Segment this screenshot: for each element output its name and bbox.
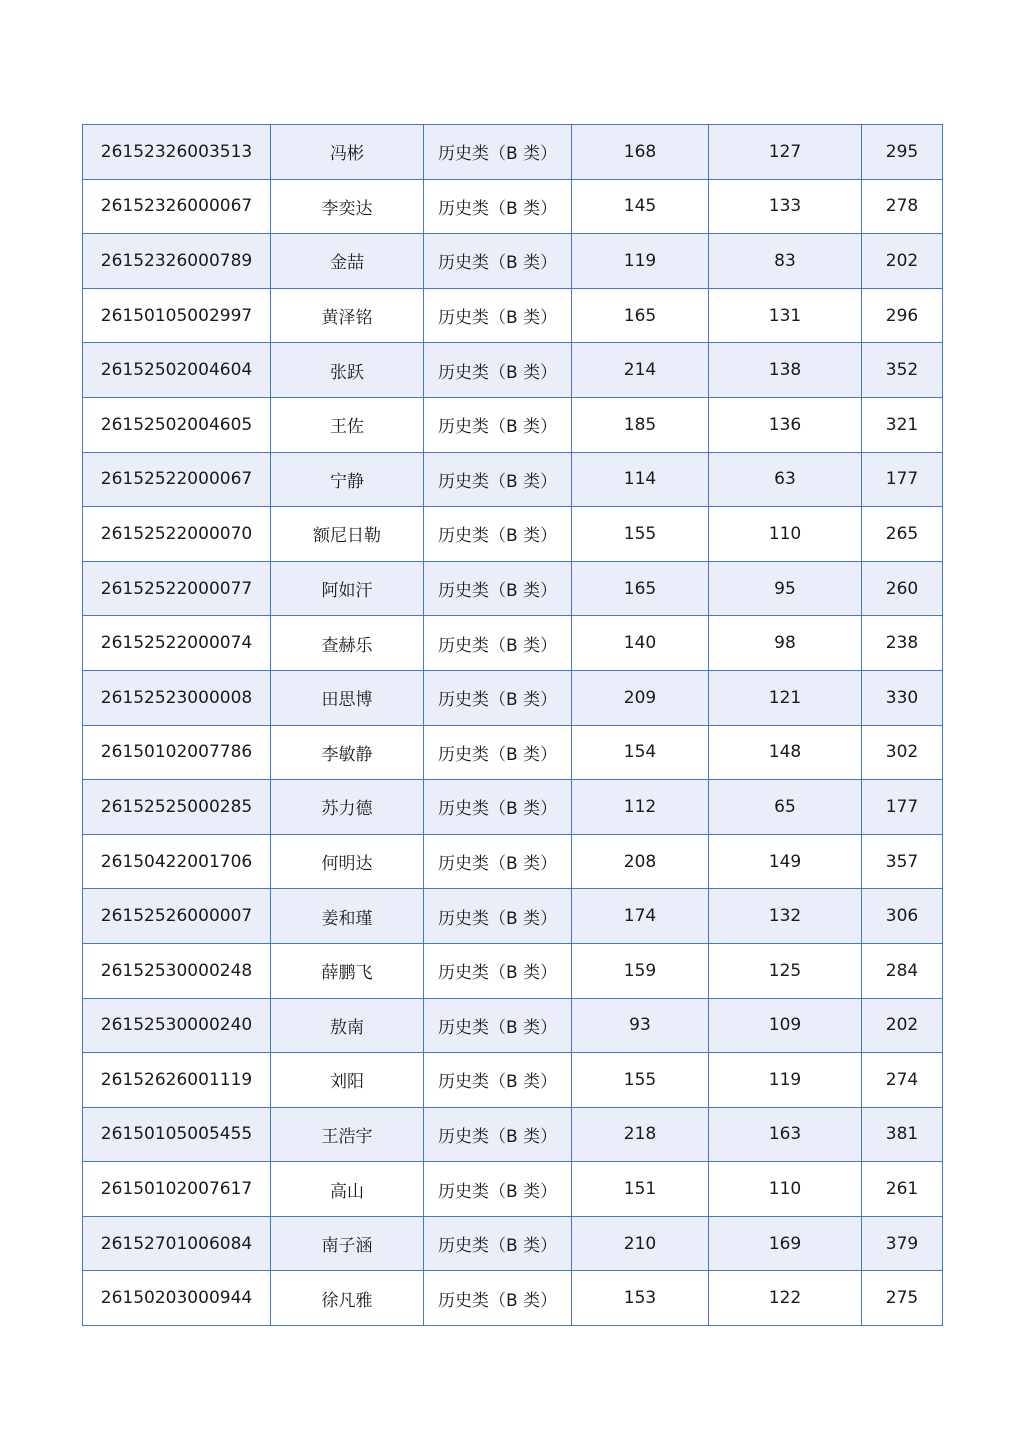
exam-number-cell: 26150105002997 bbox=[83, 288, 271, 343]
score-1-cell: 174 bbox=[572, 889, 709, 944]
total-score-cell: 321 bbox=[862, 397, 943, 452]
category-cell: 历史类（B 类） bbox=[424, 670, 572, 725]
category-cell: 历史类（B 类） bbox=[424, 343, 572, 398]
student-name-cell: 徐凡雅 bbox=[271, 1271, 424, 1326]
student-name-cell: 查赫乐 bbox=[271, 616, 424, 671]
score-2-cell: 125 bbox=[709, 943, 862, 998]
student-name-cell: 张跃 bbox=[271, 343, 424, 398]
category-cell: 历史类（B 类） bbox=[424, 234, 572, 289]
category-cell: 历史类（B 类） bbox=[424, 507, 572, 562]
table-row bbox=[83, 343, 943, 398]
table-row bbox=[83, 1053, 943, 1108]
total-score-cell: 302 bbox=[862, 725, 943, 780]
score-2-cell: 98 bbox=[709, 616, 862, 671]
table-row bbox=[83, 889, 943, 944]
score-2-cell: 119 bbox=[709, 1053, 862, 1108]
table-row bbox=[83, 616, 943, 671]
category-cell: 历史类（B 类） bbox=[424, 1107, 572, 1162]
category-cell: 历史类（B 类） bbox=[424, 1162, 572, 1217]
score-2-cell: 131 bbox=[709, 288, 862, 343]
student-name-cell: 金喆 bbox=[271, 234, 424, 289]
score-table bbox=[82, 124, 943, 1326]
category-cell: 历史类（B 类） bbox=[424, 452, 572, 507]
exam-number-cell: 26152525000285 bbox=[83, 780, 271, 835]
table-row bbox=[83, 507, 943, 562]
student-name-cell: 南子涵 bbox=[271, 1216, 424, 1271]
exam-number-cell: 26152522000067 bbox=[83, 452, 271, 507]
total-score-cell: 261 bbox=[862, 1162, 943, 1217]
student-name-cell: 额尼日勒 bbox=[271, 507, 424, 562]
table-row bbox=[83, 288, 943, 343]
student-name-cell: 李奕达 bbox=[271, 179, 424, 234]
score-1-cell: 155 bbox=[572, 507, 709, 562]
student-name-cell: 黄泽铭 bbox=[271, 288, 424, 343]
category-cell: 历史类（B 类） bbox=[424, 616, 572, 671]
student-name-cell: 田思博 bbox=[271, 670, 424, 725]
student-name-cell: 阿如汗 bbox=[271, 561, 424, 616]
student-name-cell: 敖南 bbox=[271, 998, 424, 1053]
score-2-cell: 133 bbox=[709, 179, 862, 234]
category-cell: 历史类（B 类） bbox=[424, 288, 572, 343]
score-2-cell: 109 bbox=[709, 998, 862, 1053]
category-cell: 历史类（B 类） bbox=[424, 1271, 572, 1326]
table-row bbox=[83, 234, 943, 289]
score-2-cell: 110 bbox=[709, 1162, 862, 1217]
score-1-cell: 119 bbox=[572, 234, 709, 289]
category-cell: 历史类（B 类） bbox=[424, 397, 572, 452]
score-2-cell: 121 bbox=[709, 670, 862, 725]
score-2-cell: 149 bbox=[709, 834, 862, 889]
score-2-cell: 127 bbox=[709, 125, 862, 180]
exam-number-cell: 26152502004605 bbox=[83, 397, 271, 452]
total-score-cell: 177 bbox=[862, 452, 943, 507]
exam-number-cell: 26152530000240 bbox=[83, 998, 271, 1053]
score-1-cell: 210 bbox=[572, 1216, 709, 1271]
category-cell: 历史类（B 类） bbox=[424, 125, 572, 180]
student-name-cell: 薛鹏飞 bbox=[271, 943, 424, 998]
score-1-cell: 114 bbox=[572, 452, 709, 507]
total-score-cell: 265 bbox=[862, 507, 943, 562]
student-name-cell: 姜和瑾 bbox=[271, 889, 424, 944]
exam-number-cell: 26152530000248 bbox=[83, 943, 271, 998]
score-2-cell: 110 bbox=[709, 507, 862, 562]
student-name-cell: 冯彬 bbox=[271, 125, 424, 180]
score-2-cell: 122 bbox=[709, 1271, 862, 1326]
student-name-cell: 李敏静 bbox=[271, 725, 424, 780]
score-2-cell: 138 bbox=[709, 343, 862, 398]
score-1-cell: 155 bbox=[572, 1053, 709, 1108]
table-row bbox=[83, 1271, 943, 1326]
score-1-cell: 168 bbox=[572, 125, 709, 180]
table-row bbox=[83, 670, 943, 725]
category-cell: 历史类（B 类） bbox=[424, 998, 572, 1053]
table-row bbox=[83, 1107, 943, 1162]
score-2-cell: 63 bbox=[709, 452, 862, 507]
score-2-cell: 148 bbox=[709, 725, 862, 780]
exam-number-cell: 26150203000944 bbox=[83, 1271, 271, 1326]
category-cell: 历史类（B 类） bbox=[424, 179, 572, 234]
student-name-cell: 何明达 bbox=[271, 834, 424, 889]
table-row bbox=[83, 452, 943, 507]
category-cell: 历史类（B 类） bbox=[424, 725, 572, 780]
score-1-cell: 93 bbox=[572, 998, 709, 1053]
table-body bbox=[83, 125, 943, 1326]
total-score-cell: 284 bbox=[862, 943, 943, 998]
table-row bbox=[83, 943, 943, 998]
exam-number-cell: 26152526000007 bbox=[83, 889, 271, 944]
category-cell: 历史类（B 类） bbox=[424, 834, 572, 889]
exam-number-cell: 26152626001119 bbox=[83, 1053, 271, 1108]
table-row bbox=[83, 179, 943, 234]
score-1-cell: 145 bbox=[572, 179, 709, 234]
score-1-cell: 165 bbox=[572, 288, 709, 343]
score-2-cell: 136 bbox=[709, 397, 862, 452]
total-score-cell: 295 bbox=[862, 125, 943, 180]
score-1-cell: 112 bbox=[572, 780, 709, 835]
table-row bbox=[83, 998, 943, 1053]
total-score-cell: 177 bbox=[862, 780, 943, 835]
student-name-cell: 宁静 bbox=[271, 452, 424, 507]
exam-number-cell: 26152502004604 bbox=[83, 343, 271, 398]
total-score-cell: 202 bbox=[862, 998, 943, 1053]
score-2-cell: 132 bbox=[709, 889, 862, 944]
table-row bbox=[83, 725, 943, 780]
score-1-cell: 151 bbox=[572, 1162, 709, 1217]
student-name-cell: 苏力德 bbox=[271, 780, 424, 835]
table-row bbox=[83, 780, 943, 835]
score-1-cell: 153 bbox=[572, 1271, 709, 1326]
exam-number-cell: 26150102007786 bbox=[83, 725, 271, 780]
table-row bbox=[83, 834, 943, 889]
student-name-cell: 刘阳 bbox=[271, 1053, 424, 1108]
category-cell: 历史类（B 类） bbox=[424, 561, 572, 616]
total-score-cell: 306 bbox=[862, 889, 943, 944]
student-name-cell: 王浩宇 bbox=[271, 1107, 424, 1162]
table-row bbox=[83, 125, 943, 180]
exam-number-cell: 26152522000077 bbox=[83, 561, 271, 616]
exam-number-cell: 26150102007617 bbox=[83, 1162, 271, 1217]
total-score-cell: 260 bbox=[862, 561, 943, 616]
exam-number-cell: 26150422001706 bbox=[83, 834, 271, 889]
table-row bbox=[83, 1216, 943, 1271]
category-cell: 历史类（B 类） bbox=[424, 780, 572, 835]
total-score-cell: 274 bbox=[862, 1053, 943, 1108]
exam-number-cell: 26152326003513 bbox=[83, 125, 271, 180]
exam-number-cell: 26152523000008 bbox=[83, 670, 271, 725]
total-score-cell: 275 bbox=[862, 1271, 943, 1326]
student-name-cell: 高山 bbox=[271, 1162, 424, 1217]
exam-number-cell: 26150105005455 bbox=[83, 1107, 271, 1162]
score-2-cell: 169 bbox=[709, 1216, 862, 1271]
table-row bbox=[83, 561, 943, 616]
exam-number-cell: 26152522000070 bbox=[83, 507, 271, 562]
score-2-cell: 95 bbox=[709, 561, 862, 616]
table-row bbox=[83, 1162, 943, 1217]
score-1-cell: 185 bbox=[572, 397, 709, 452]
score-1-cell: 208 bbox=[572, 834, 709, 889]
score-2-cell: 83 bbox=[709, 234, 862, 289]
category-cell: 历史类（B 类） bbox=[424, 1216, 572, 1271]
exam-number-cell: 26152326000789 bbox=[83, 234, 271, 289]
table-row bbox=[83, 397, 943, 452]
category-cell: 历史类（B 类） bbox=[424, 943, 572, 998]
score-1-cell: 140 bbox=[572, 616, 709, 671]
total-score-cell: 352 bbox=[862, 343, 943, 398]
score-1-cell: 209 bbox=[572, 670, 709, 725]
category-cell: 历史类（B 类） bbox=[424, 1053, 572, 1108]
score-1-cell: 159 bbox=[572, 943, 709, 998]
category-cell: 历史类（B 类） bbox=[424, 889, 572, 944]
total-score-cell: 357 bbox=[862, 834, 943, 889]
total-score-cell: 330 bbox=[862, 670, 943, 725]
score-1-cell: 165 bbox=[572, 561, 709, 616]
exam-number-cell: 26152326000067 bbox=[83, 179, 271, 234]
score-1-cell: 154 bbox=[572, 725, 709, 780]
score-2-cell: 163 bbox=[709, 1107, 862, 1162]
total-score-cell: 202 bbox=[862, 234, 943, 289]
exam-number-cell: 26152522000074 bbox=[83, 616, 271, 671]
exam-number-cell: 26152701006084 bbox=[83, 1216, 271, 1271]
total-score-cell: 278 bbox=[862, 179, 943, 234]
student-name-cell: 王佐 bbox=[271, 397, 424, 452]
total-score-cell: 238 bbox=[862, 616, 943, 671]
score-1-cell: 214 bbox=[572, 343, 709, 398]
total-score-cell: 296 bbox=[862, 288, 943, 343]
score-2-cell: 65 bbox=[709, 780, 862, 835]
total-score-cell: 379 bbox=[862, 1216, 943, 1271]
score-1-cell: 218 bbox=[572, 1107, 709, 1162]
total-score-cell: 381 bbox=[862, 1107, 943, 1162]
